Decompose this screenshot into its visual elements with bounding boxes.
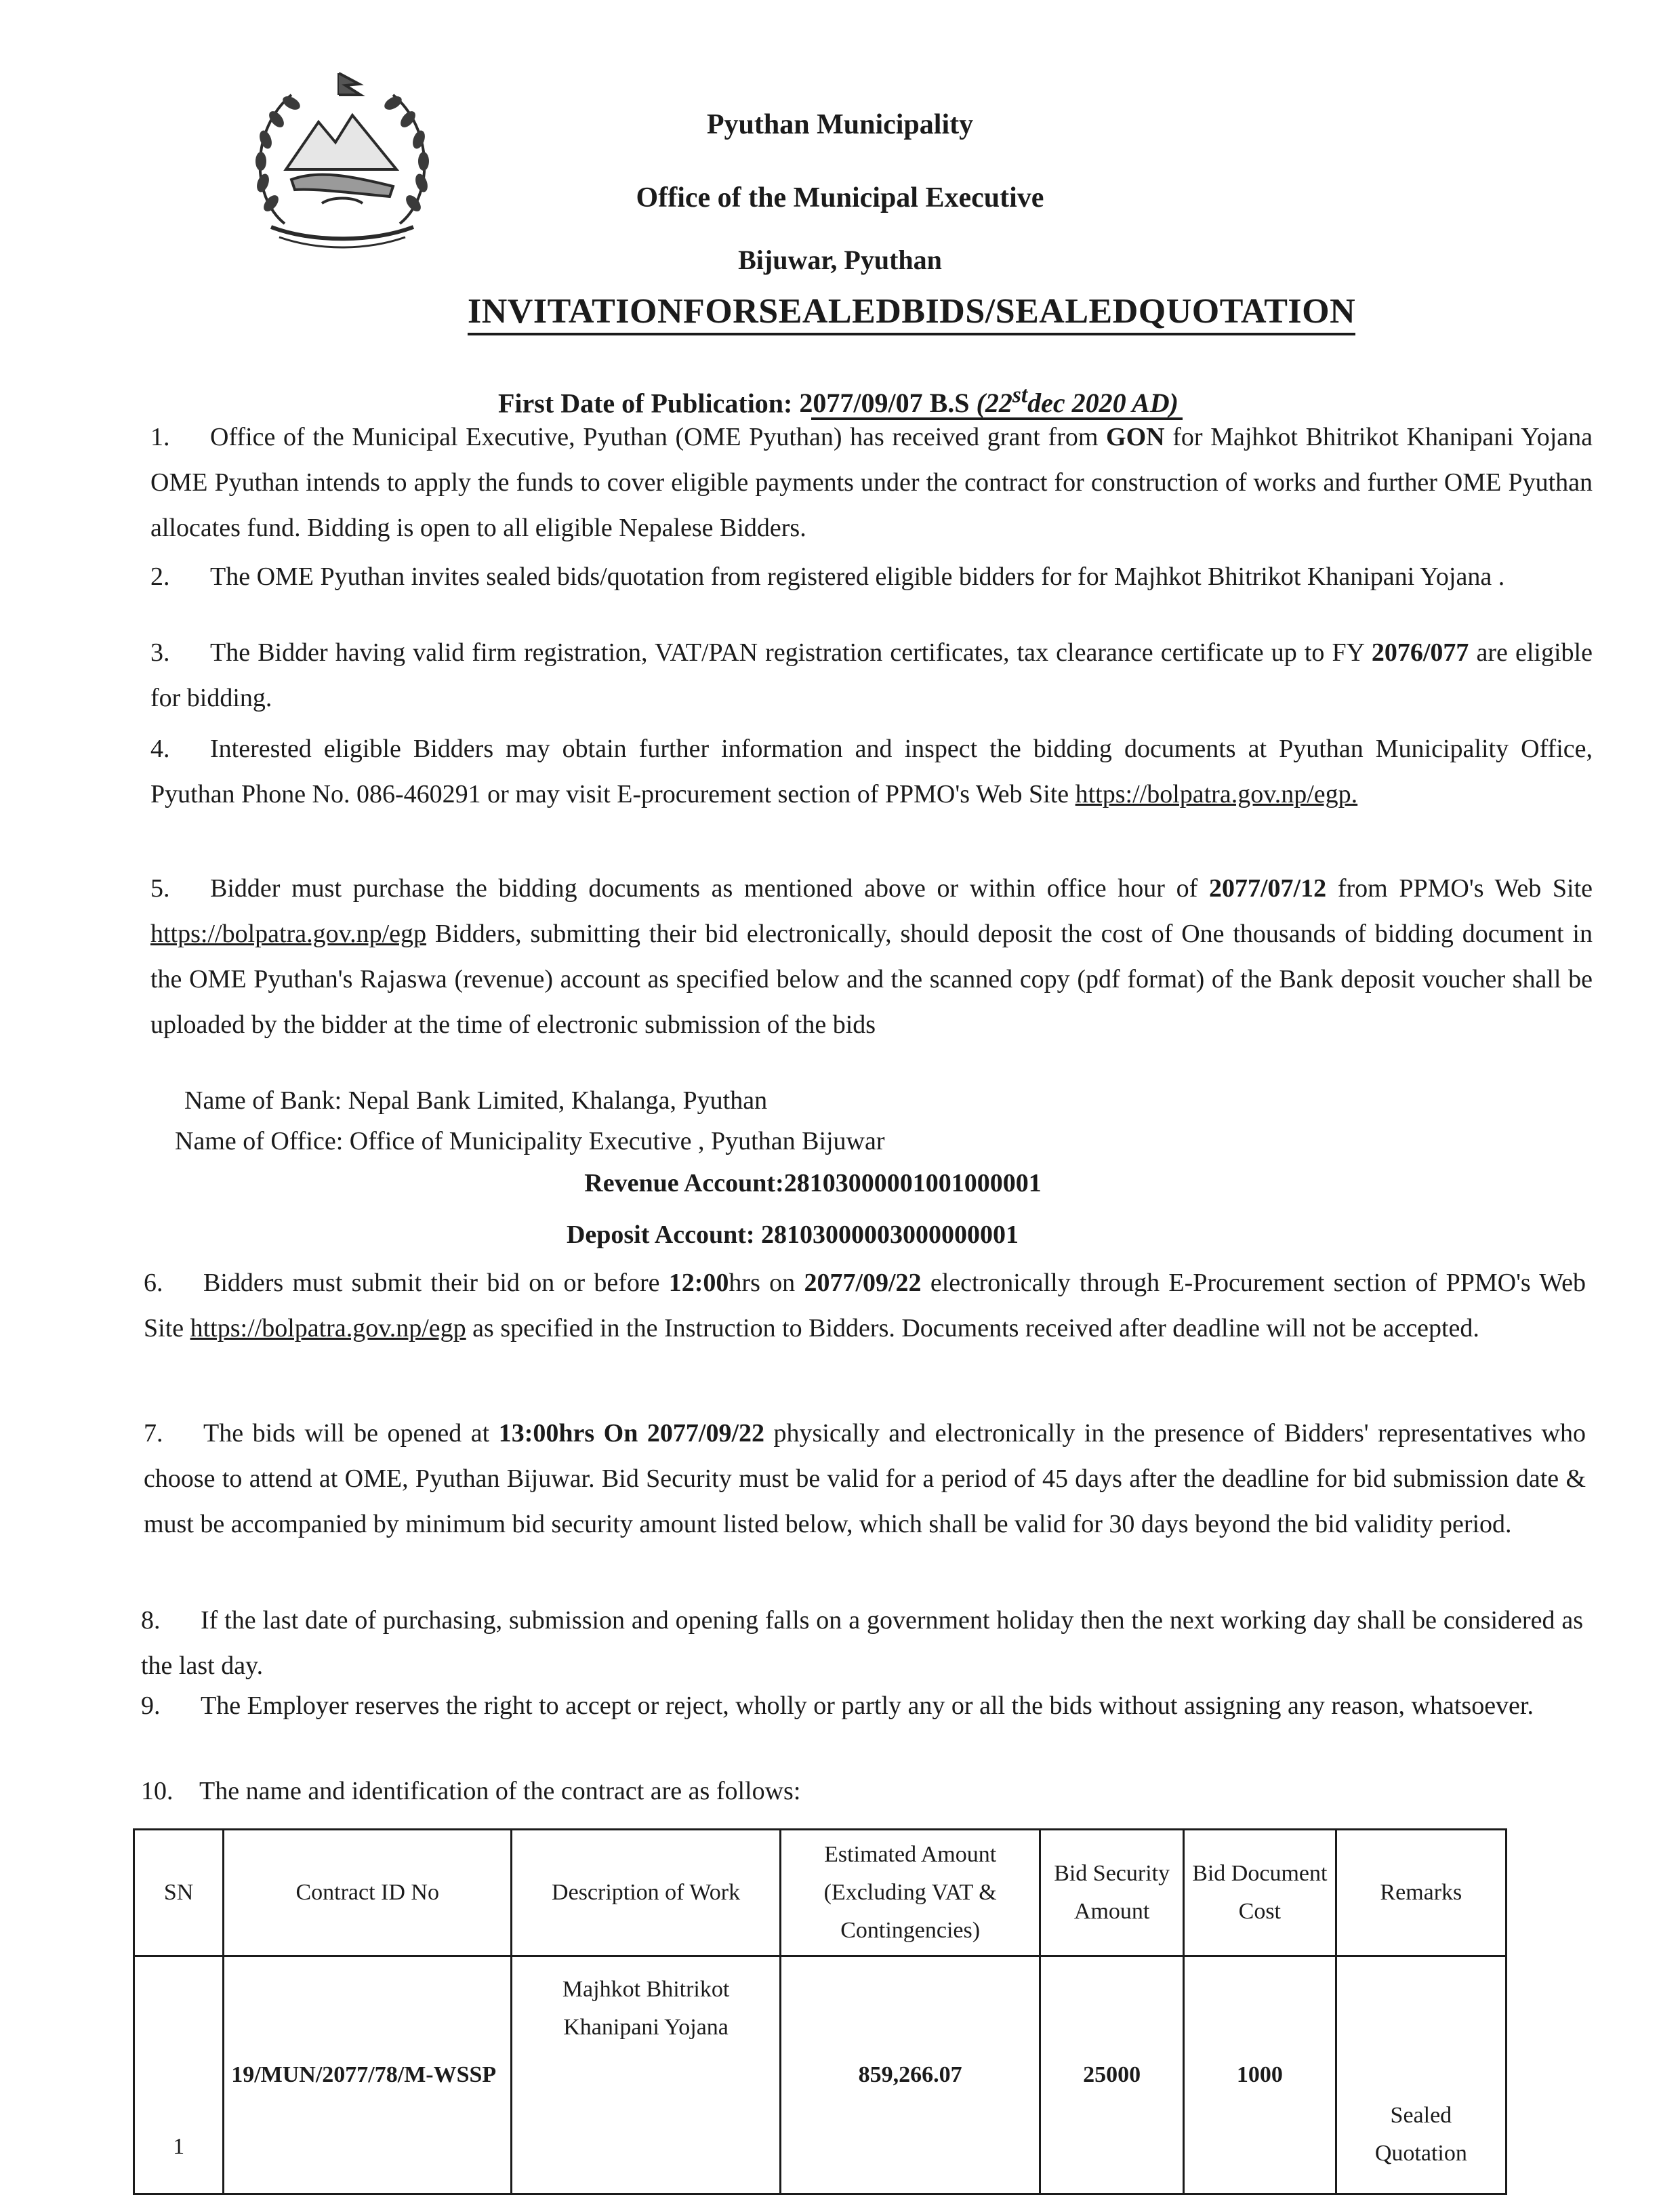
nepal-emblem-icon — [244, 68, 441, 251]
header-estimated-amount: Estimated Amount (Excluding VAT & Contingencies) — [780, 1830, 1040, 1956]
cell-bid-security: 25000 — [1040, 1956, 1184, 2194]
cell-sn: 1 — [134, 1956, 224, 2194]
clause-1: 1. Office of the Municipal Executive, Pyuthan (OME Pyuthan) has received grant from GON for Majhkot Bhitrikot Khanipani Yojana OME Pyuthan intends to apply the funds to cover eligible payments under the contract for construction of works and further OME Pyuthan allocates fund. Bidding is open to all eligible Nepalese Bidders. — [150, 423, 1593, 542]
clause-6: 6. Bidders must submit their bid on or before 12:00hrs on 2077/09/22 electronically through E-Procurement section of PPMO's Web Site https://bolpatra.gov.np/egp as specified in the Instruction to Bidders. Documents received after deadline will not be accepted. — [144, 1269, 1586, 1342]
publication-date-line — [498, 383, 1179, 419]
notice-title: INVITATIONFORSEALEDBIDS/SEALEDQUOTATION — [468, 291, 1355, 335]
clause-9: 9. The Employer reserves the right to accept or reject, wholly or partly any or all the bids without assigning any reason, whatsoever. — [141, 1691, 1534, 1720]
clause-8: 8. If the last date of purchasing, submission and opening falls on a government holiday then the next working day shall be considered as the last day. — [141, 1606, 1583, 1680]
office-name: Office of the Municipal Executive — [636, 182, 1044, 213]
cell-description: Majhkot Bhitrikot Khanipani Yojana — [512, 1956, 781, 2194]
bolpatra-link[interactable]: https://bolpatra.gov.np/egp — [150, 920, 427, 948]
contract-table — [133, 1828, 1507, 2195]
publication-date: 2077/09/07 B.S (22stdec 2020 AD) — [799, 383, 1179, 419]
clause-7: 7. The bids will be opened at 13:00hrs On 2077/09/22 physically and electronically in the presence of Bidders' representatives who choose to attend at OME, Pyuthan Bijuwar. Bid Security must be valid for a period of 45 days after the deadline for bid submission date & must be accompanied by minimum bid security amount listed below, which shall be valid for 30 days beyond the bid validity period. — [144, 1419, 1586, 1538]
cell-contract-id: 19/MUN/2077/78/M-WSSP — [224, 1956, 512, 2194]
organization-name: Pyuthan Municipality — [706, 109, 974, 140]
table-row — [134, 1956, 1507, 2194]
header-sn: SN — [134, 1830, 224, 1956]
office-location: Bijuwar, Pyuthan — [738, 245, 942, 275]
clause-5: 5. Bidder must purchase the bidding documents as mentioned above or within office hour of 2077/07/12 from PPMO's Web Site https://bolpatra.gov.np/egp Bidders, submitting their bid electronically, should deposit the cost of One thousands of bidding document in the OME Pyuthan's Rajaswa (revenue) account as specified below and the scanned copy (pdf format) of the Bank deposit voucher shall be uploaded by the bidder at the time of electronic submission of the bids — [150, 874, 1593, 1039]
cell-bid-document-cost: 1000 — [1183, 1956, 1336, 2194]
header-contract-id: Contract ID No — [224, 1830, 512, 1956]
header-remarks: Remarks — [1336, 1830, 1506, 1956]
deposit-account: Deposit Account: 28103000003000000001 — [566, 1220, 1019, 1249]
bolpatra-link[interactable]: https://bolpatra.gov.np/egp. — [1075, 780, 1358, 808]
clause-4: 4. Interested eligible Bidders may obtain further information and inspect the bidding documents at Pyuthan Municipality Office, Pyuthan Phone No. 086-460291 or may visit E-procurement section of PPMO's Web Site https://bolpatra.gov.np/egp. — [150, 735, 1593, 808]
clause-2: 2. The OME Pyuthan invites sealed bids/quotation from registered eligible bidders for for Majhkot Bhitrikot Khanipani Yojana . — [150, 562, 1505, 591]
publication-label: First Date of Publication: — [498, 388, 800, 419]
cell-remarks: Sealed Quotation — [1336, 1956, 1506, 2194]
cell-estimated-amount: 859,266.07 — [780, 1956, 1040, 2194]
clause-3: 3. The Bidder having valid firm registration, VAT/PAN registration certificates, tax clearance certificate up to FY 2076/077 are eligible for bidding. — [150, 638, 1593, 712]
clause-10: 10. The name and identification of the contract are as follows: — [141, 1777, 801, 1805]
bolpatra-link[interactable]: https://bolpatra.gov.np/egp — [190, 1314, 466, 1342]
table-header-row — [134, 1830, 1507, 1956]
header-bid-security: Bid Security Amount — [1040, 1830, 1184, 1956]
bank-name: Name of Bank: Nepal Bank Limited, Khalanga, Pyuthan — [184, 1086, 768, 1115]
revenue-account: Revenue Account:28103000001001000001 — [584, 1169, 1042, 1197]
bank-office: Name of Office: Office of Municipality Executive , Pyuthan Bijuwar — [175, 1127, 885, 1155]
header-bid-document-cost: Bid Document Cost — [1183, 1830, 1336, 1956]
header-description: Description of Work — [512, 1830, 781, 1956]
